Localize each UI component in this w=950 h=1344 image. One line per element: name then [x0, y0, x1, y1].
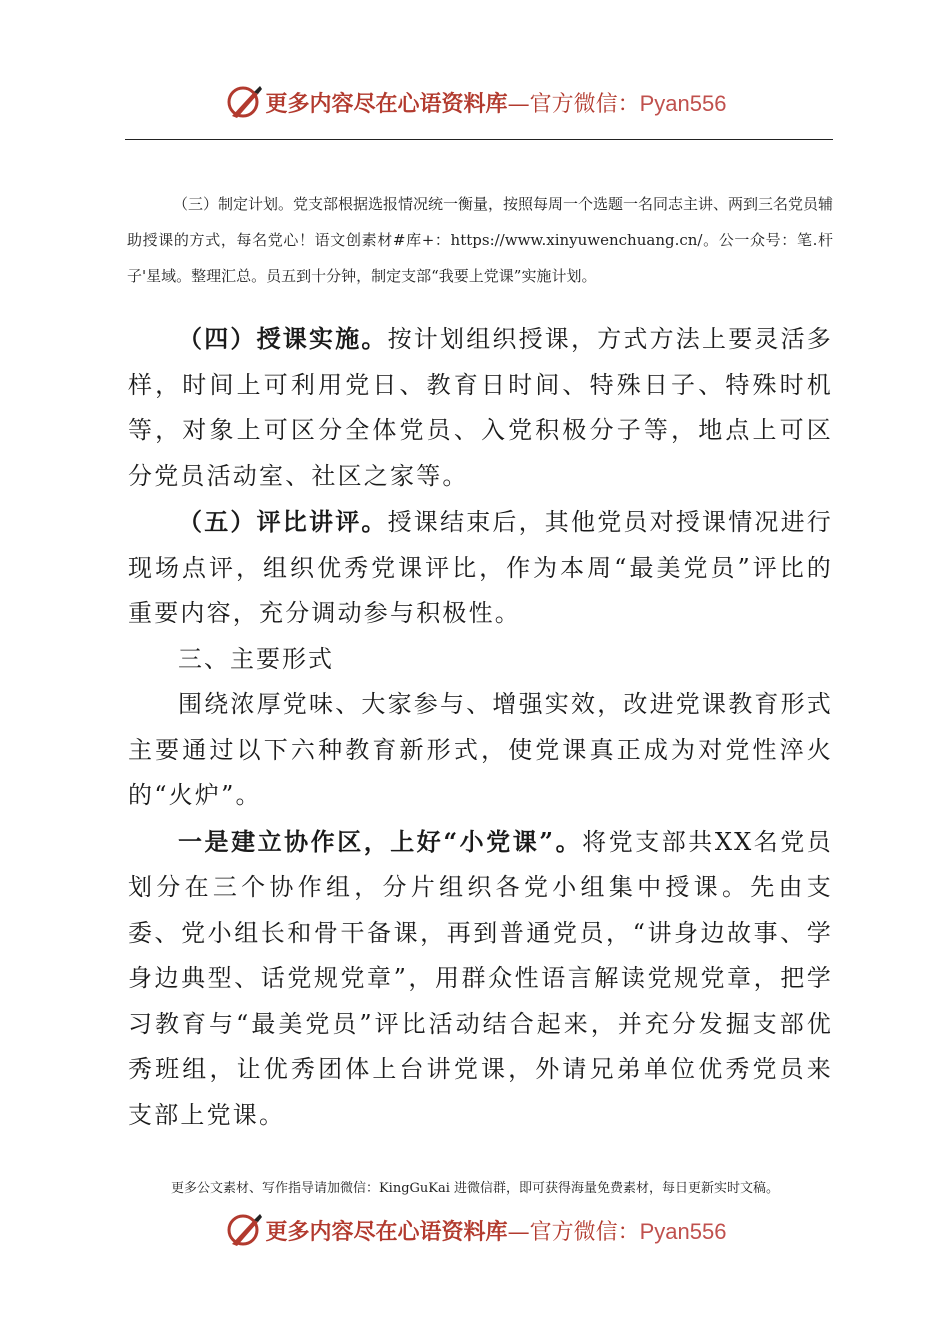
- banner-dash: —: [507, 91, 530, 117]
- banner-text: [266, 1215, 727, 1246]
- banner-brand: 更多内容尽在心语资料库: [265, 1218, 508, 1245]
- form-one-heading: 一是建立协作区，上好“小党课”。: [178, 826, 583, 856]
- section-four-paragraph: [128, 316, 833, 499]
- section-five-heading: （五）评比讲评。: [178, 507, 388, 536]
- document-body: [128, 316, 833, 1138]
- banner-wechat-label: 官方微信：: [529, 91, 640, 117]
- main-forms-heading: 三、主要形式: [178, 644, 334, 673]
- section-five-text: 授课结束后，其他党员对授课情况进行现场点评，组织优秀党课评比，作为本周“最美党员”评比的重要内容，充分调动参与积极性。: [128, 508, 834, 627]
- section-five-paragraph: [128, 499, 833, 637]
- plan-paragraph: （三）制定计划。党支部根据选报情况统一衡量，按照每周一个选题一名同志主讲、两到三名党员辅助授课的方式，每名党心！语文创素材#库+：https://www.xinyuwenchuang.cn/。公一众号：笔.杆子'星域。整理汇总。员五到十分钟，制定支部“我要上党课”实施计划。: [127, 195, 834, 285]
- form-one-text: 将党支部共XX名党员划分在三个协作组，分片组织各党小组集中授课。先由支委、党小组长和骨干备课，再到普通党员，“讲身边故事、学身边典型、话党规党章”，用群众性语言解读党规党章，把学习教育与“最美党员”评比活动结合起来，并充分发掘支部优秀班组，让优秀团体上台讲党课，外请兄弟单位优秀党员来支部上党课。: [128, 827, 833, 1129]
- footer-note: 更多公文素材、写作指导请加微信：KingGuKai 进微信群，即可获得海量免费素材，每日更新实时文稿。: [170, 1181, 780, 1196]
- banner-dash: —: [507, 1219, 530, 1245]
- section-four-text: 按计划组织授课，方式方法上要灵活多样，时间上可利用党日、教育日时间、特殊日子、特殊时机等，对象上可区分全体党员、入党积极分子等，地点上可区分党员活动室、社区之家等。: [128, 325, 834, 490]
- header-divider: [125, 139, 833, 140]
- banner-brand: 更多内容尽在心语资料库: [265, 90, 508, 117]
- banner-wechat-id: Pyan556: [639, 1218, 727, 1244]
- form-one-paragraph: [128, 819, 833, 1139]
- pen-circle-logo-icon: [224, 1210, 264, 1250]
- header-banner: [0, 80, 950, 124]
- banner-wechat-id: Pyan556: [639, 90, 727, 116]
- banner-wechat-label: 官方微信：: [529, 1219, 640, 1245]
- section-four-heading: （四）授课实施。: [178, 324, 388, 353]
- pen-circle-logo-icon: [224, 82, 264, 122]
- main-forms-intro: 围绕浓厚党味、大家参与、增强实效，改进党课教育形式主要通过以下六种教育新形式，使党课真正成为对党性淬火的“火炉”。: [128, 690, 833, 809]
- banner-text: [266, 87, 727, 118]
- footer-banner: [0, 1208, 950, 1252]
